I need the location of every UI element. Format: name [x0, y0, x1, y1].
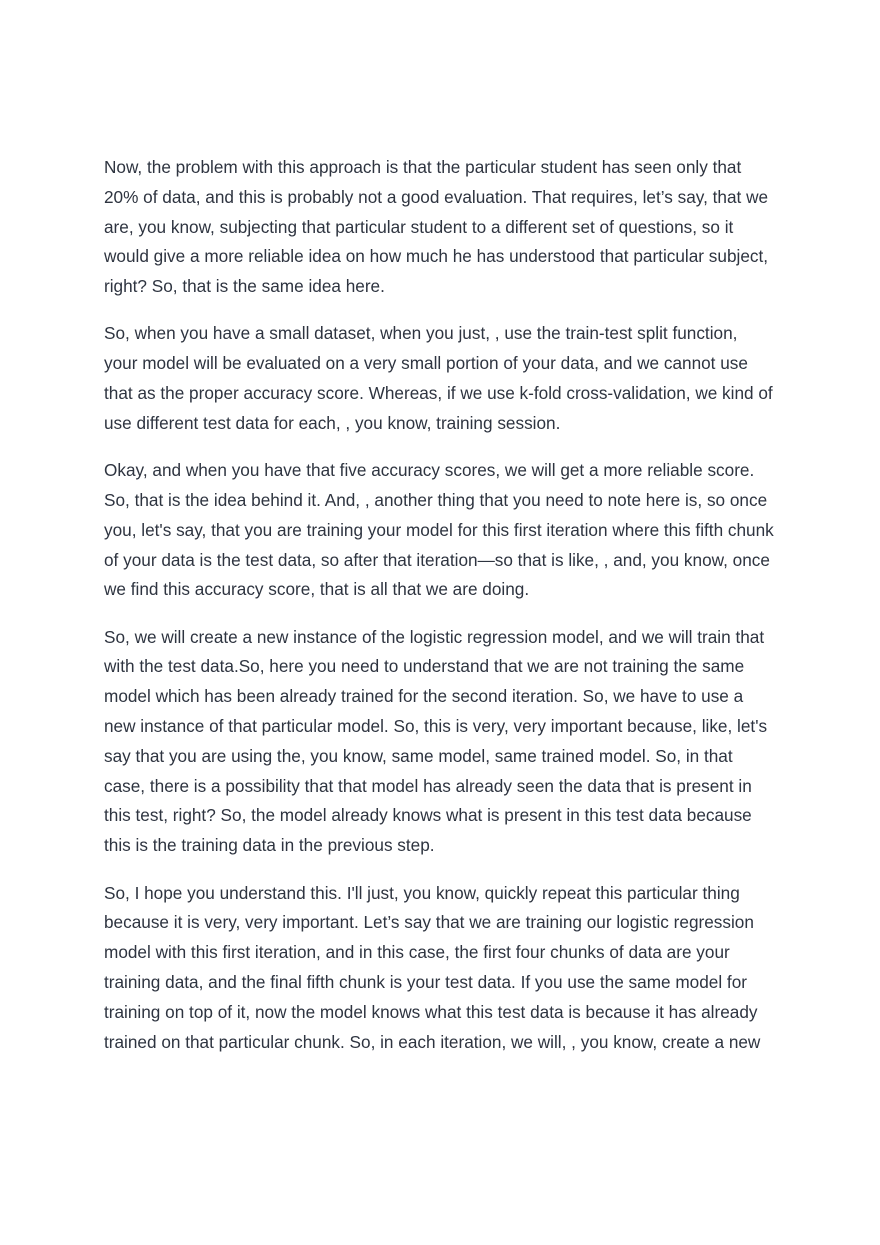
text-line: trained on that particular chunk. So, in each iteration, we will, , you know, create a new: [104, 1031, 761, 1052]
paragraph-4: [104, 623, 780, 861]
text-line: are, you know, subjecting that particular student to a different set of questions, so it: [104, 216, 734, 237]
text-line: model which has been already trained for the second iteration. So, we have to use a: [104, 686, 744, 707]
paragraph-3: [104, 456, 780, 605]
paragraph-1: [104, 153, 780, 302]
text-line: this test, right? So, the model already knows what is present in this test data because: [104, 805, 752, 826]
text-line: So, I hope you understand this. I'll just, you know, quickly repeat this particular thing: [104, 882, 740, 903]
text-line: that as the proper accuracy score. Whereas, if we use k-fold cross-validation, we kind of: [104, 383, 773, 404]
text-line: of your data is the test data, so after that iteration—so that is like, , and, you know, once: [104, 549, 770, 570]
text-line: 20% of data, and this is probably not a good evaluation. That requires, let’s say, that we: [104, 186, 769, 207]
text-line: with the test data.So, here you need to understand that we are not training the same: [104, 656, 745, 677]
text-line: because it is very, very important. Let’s say that we are training our logistic regression: [104, 912, 754, 933]
text-line: So, we will create a new instance of the logistic regression model, and we will train that: [104, 626, 765, 647]
text-line: your model will be evaluated on a very small portion of your data, and we cannot use: [104, 353, 748, 374]
paragraph-2: [104, 319, 780, 438]
text-line: So, that is the idea behind it. And, , another thing that you need to note here is, so once: [104, 489, 768, 510]
text-line: would give a more reliable idea on how much he has understood that particular subject,: [104, 246, 769, 267]
text-line: Okay, and when you have that five accuracy scores, we will get a more reliable score.: [104, 460, 755, 481]
text-line: use different test data for each, , you know, training session.: [104, 412, 561, 433]
text-line: you, let's say, that you are training your model for this first iteration where this fifth chunk: [104, 519, 774, 540]
text-line: training on top of it, now the model knows what this test data is because it has already: [104, 1001, 758, 1022]
text-line: Now, the problem with this approach is that the particular student has seen only that: [104, 157, 742, 177]
text-line: we find this accuracy score, that is all that we are doing.: [104, 579, 530, 600]
text-line: So, when you have a small dataset, when you just, , use the train-test split function,: [104, 323, 738, 344]
text-line: this is the training data in the previous step.: [104, 835, 435, 856]
document-body: [104, 153, 780, 1075]
paragraph-5: [104, 879, 780, 1058]
text-line: right? So, that is the same idea here.: [104, 276, 385, 297]
text-line: say that you are using the, you know, same model, same trained model. So, in that: [104, 745, 733, 766]
text-line: training data, and the final fifth chunk is your test data. If you use the same model for: [104, 971, 747, 992]
text-line: case, there is a possibility that that model has already seen the data that is present in: [104, 775, 752, 796]
text-line: new instance of that particular model. So, this is very, very important because, like, let's: [104, 716, 768, 737]
text-line: model with this first iteration, and in this case, the first four chunks of data are your: [104, 942, 730, 963]
